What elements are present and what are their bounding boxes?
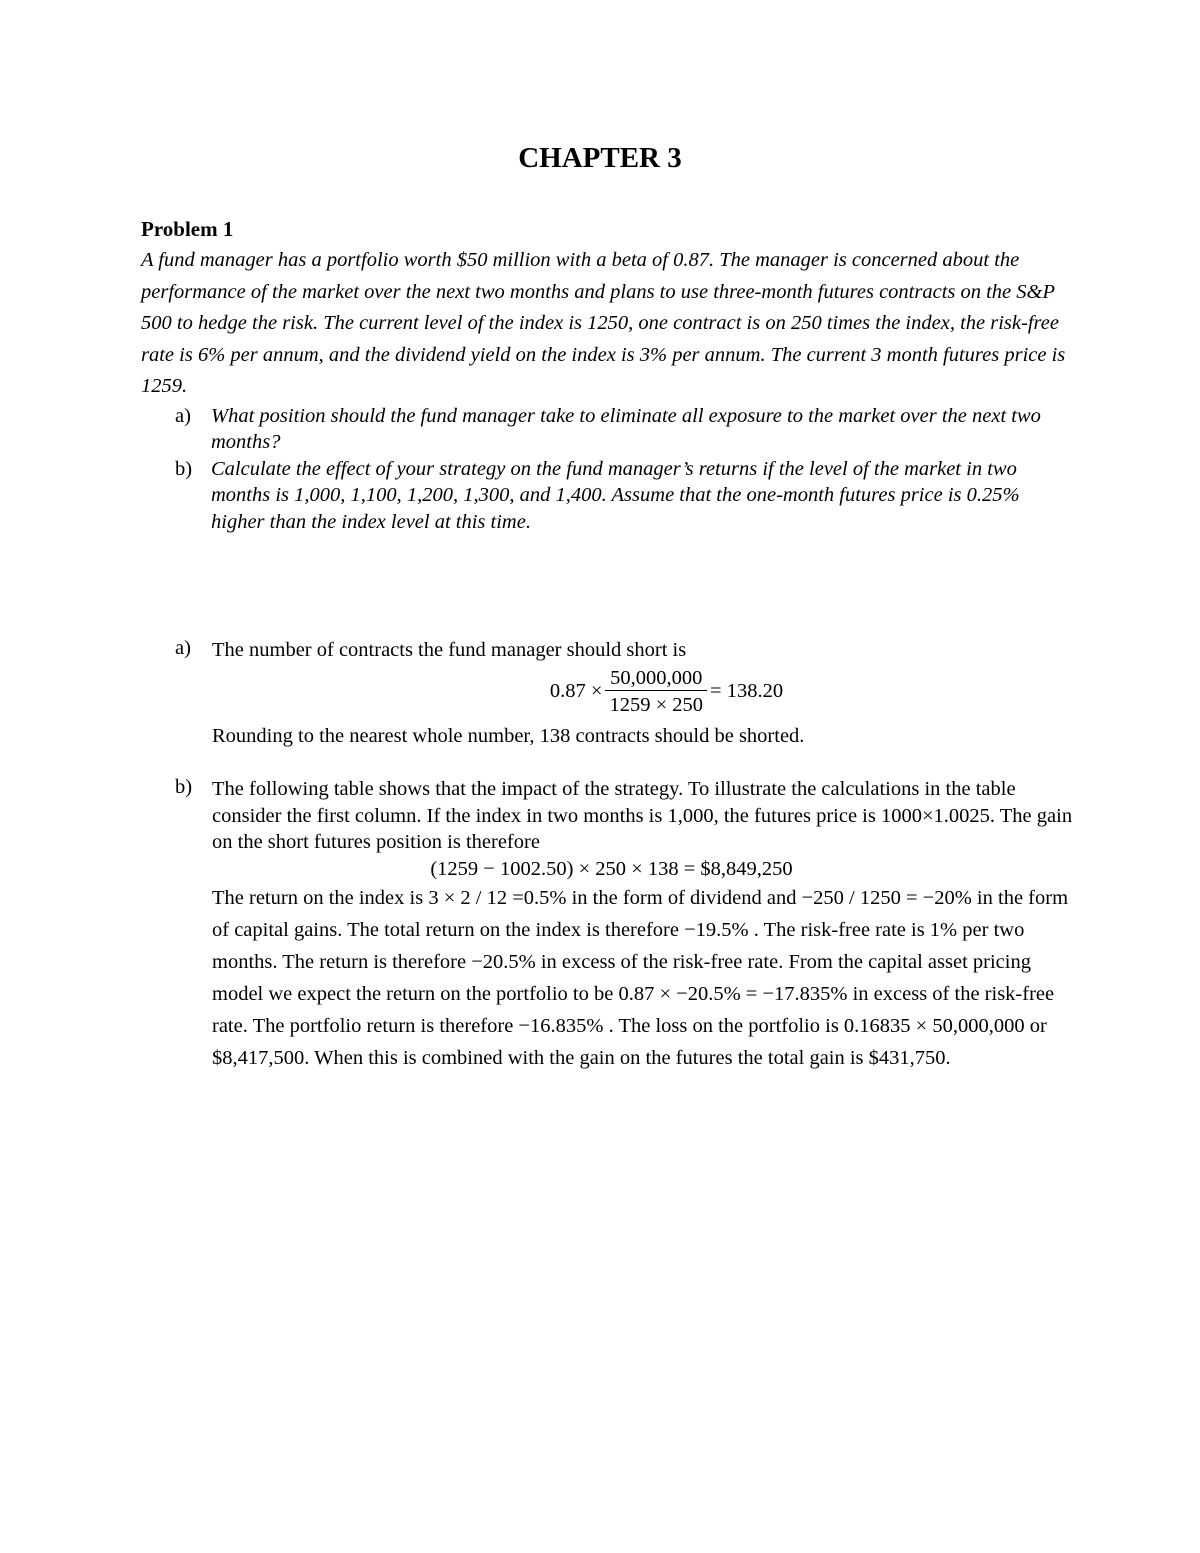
futures-gain-equation: (1259 − 1002.50) × 250 × 138 = $8,849,250 <box>430 857 793 880</box>
answer-label: b) <box>175 776 193 798</box>
fraction-numerator: 50,000,000 <box>610 666 703 689</box>
question-item <box>141 403 1071 456</box>
formula-right: = 138.20 <box>710 679 784 702</box>
problem-statement-block <box>141 245 1071 535</box>
question-label: b) <box>175 457 193 480</box>
answer-a <box>141 637 1081 749</box>
question-list <box>141 403 1071 536</box>
answer-a-conclusion: Rounding to the nearest whole number, 138 contracts should be shorted. <box>212 724 805 747</box>
question-label: a) <box>175 404 191 427</box>
problem-statement: A fund manager has a portfolio worth $50 million with a beta of 0.87. The manager is concerned about the performance of the market over the next two months and plans to use three-month futures contracts on the S&P 500 to hedge the risk. The current level of the index is 1250, one contract is on 250 times the index, the risk-free rate is 6% per annum, and the dividend yield on the index is 3% per annum. The current 3 month futures price is 1259. <box>141 249 1066 397</box>
fraction-denominator: 1259 × 250 <box>605 690 707 717</box>
answer-b-explanation: The return on the index is 3 × 2 / 12 =0.5% in the form of dividend and −250 / 1250 = −20% in the form of capital gains. The total return on the index is therefore −19.5% . The risk-free rate is 1% per two months. The return is therefore −20.5% in excess of the risk-free rate. From the capital asset pricing model we expect the return on the portfolio to be 0.87 × −20.5% = −17.835% in excess of the risk-free rate. The portfolio return is therefore −16.835% . The loss on the portfolio is 0.16835 × 50,000,000 or $8,417,500. When this is combined with the gain on the futures the total gain is $431,750. <box>212 887 1069 1069</box>
problem-heading: Problem 1 <box>141 217 234 241</box>
answer-label: a) <box>175 637 191 659</box>
question-text: Calculate the effect of your strategy on the fund manager’s returns if the level of the market in two months is 1,000, 1,100, 1,200, 1,300, and 1,400. Assume that the one-month futures price is 0.25% higher than the index level at this time. <box>211 457 1020 533</box>
question-text: What position should the fund manager take to eliminate all exposure to the market over the next two months? <box>211 404 1041 453</box>
answer-a-intro: The number of contracts the fund manager should short is <box>212 639 687 661</box>
fraction <box>605 666 707 717</box>
chapter-title: CHAPTER 3 <box>518 142 682 174</box>
answer-b-intro: The following table shows that the impact of the strategy. To illustrate the calculations in the table consider the first column. If the index in two months is 1,000, the futures price is 1000×1.0025. The gain on the short futures position is therefore <box>212 778 1073 853</box>
answer-b <box>141 776 1081 1074</box>
question-item <box>141 456 1071 536</box>
formula-left: 0.87 × <box>549 679 603 702</box>
contracts-formula <box>212 666 1081 717</box>
